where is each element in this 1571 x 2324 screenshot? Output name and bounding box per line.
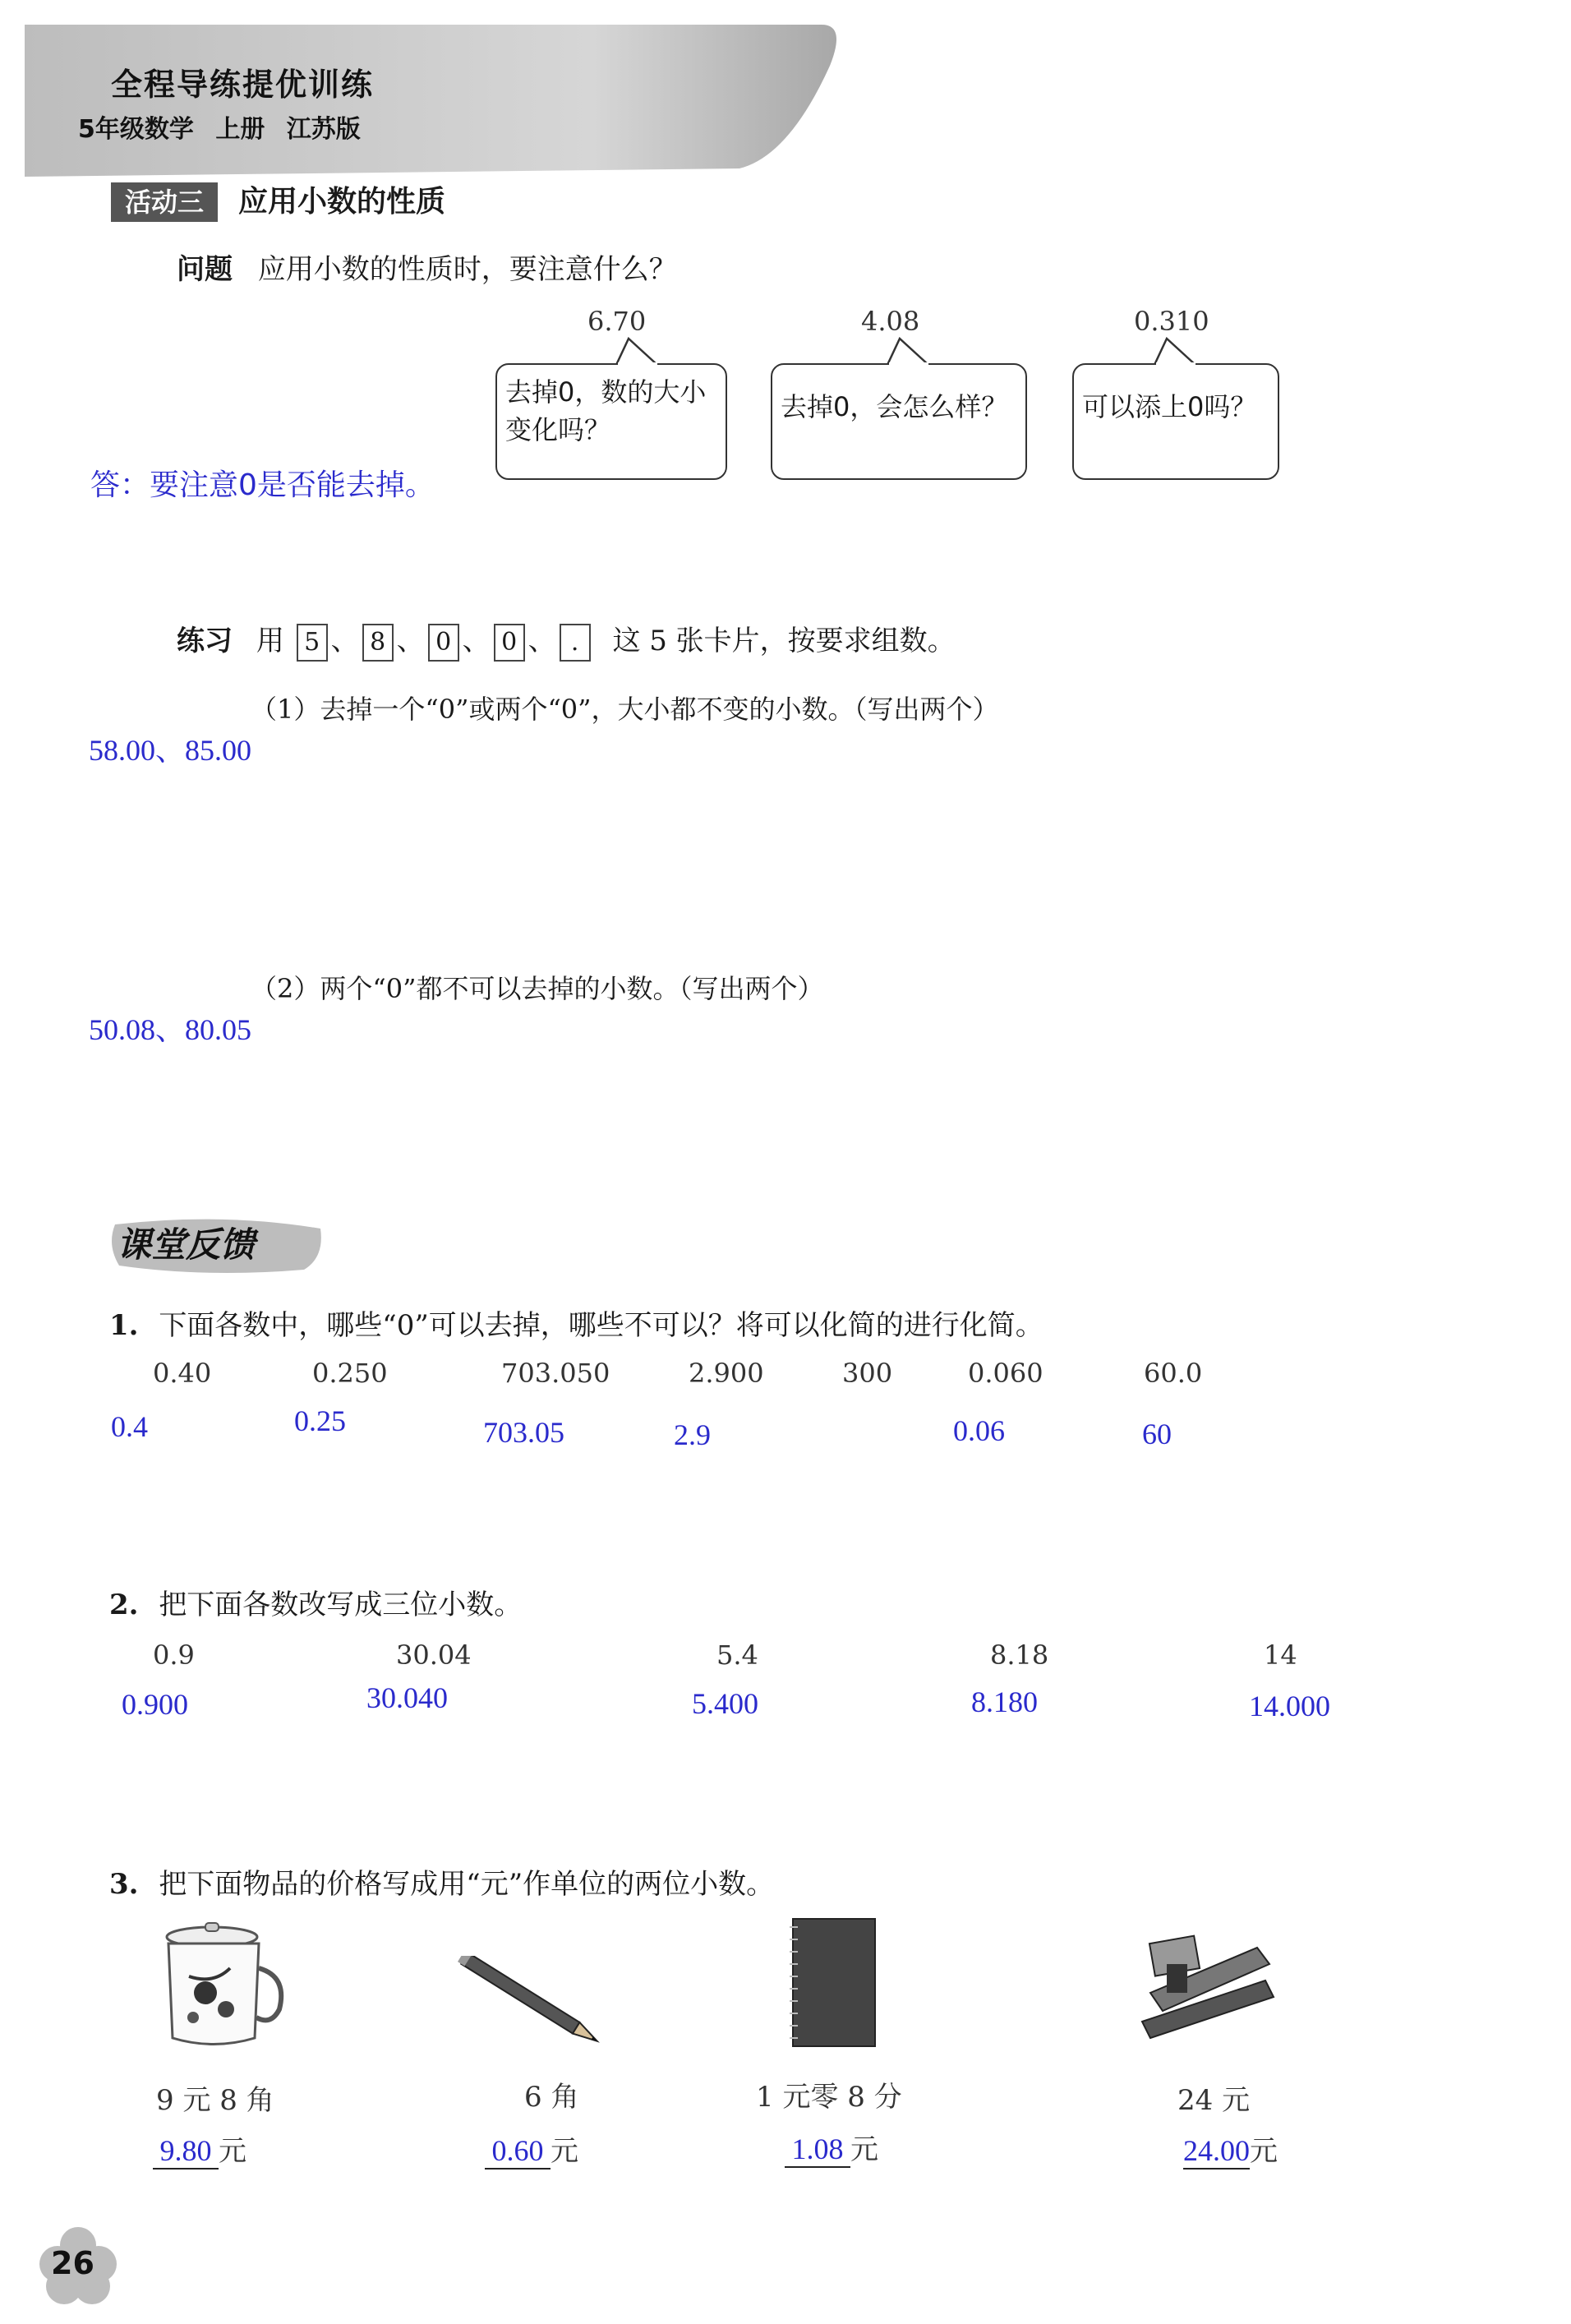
problem-2 — [109, 1582, 522, 1622]
digit-card: 8 — [362, 624, 394, 662]
unit: 元 — [219, 2135, 246, 2168]
speech-bubble — [495, 363, 727, 480]
problem-number: 3. — [109, 1868, 139, 1901]
item-price: 1 元零 8 分 — [756, 2081, 902, 2114]
answer: 5.400 — [692, 1687, 758, 1720]
answer: 703.05 — [483, 1416, 564, 1449]
digit-card: 5 — [297, 624, 328, 662]
answer: 0.900 — [122, 1688, 188, 1721]
unit: 元 — [1250, 2135, 1278, 2168]
pencil-icon — [448, 1956, 612, 2046]
digit-card: 0 — [494, 624, 525, 662]
price-answer — [785, 2127, 878, 2168]
digit-card: 0 — [428, 624, 459, 662]
problem-text: 下面各数中，哪些“0”可以去掉，哪些不可以？将可以化简的进行化简。 — [159, 1309, 1043, 1342]
answer: 14.000 — [1249, 1690, 1330, 1722]
value: 5.4 — [716, 1639, 758, 1671]
value: 2.900 — [689, 1358, 764, 1389]
question-label: 问题 — [177, 253, 233, 286]
notebook-icon — [785, 1915, 883, 2050]
item-price: 6 角 — [524, 2081, 579, 2114]
problem-number: 2. — [109, 1589, 139, 1621]
stapler-icon — [1134, 1919, 1282, 2050]
value: 0.060 — [968, 1358, 1043, 1389]
practice-q2: （2）两个“0”都不可以去掉的小数。（写出两个） — [251, 973, 824, 1004]
tail-join — [618, 362, 657, 367]
digit-card: . — [560, 624, 591, 662]
price-answer — [1183, 2128, 1278, 2170]
bubble-number: 0.310 — [1134, 306, 1209, 337]
item-price: 9 元 8 角 — [156, 2084, 274, 2117]
practice-a2: 50.08、80.05 — [89, 1013, 252, 1046]
unit: 元 — [551, 2135, 578, 2168]
answer: 2.9 — [674, 1418, 711, 1451]
bubble-number: 6.70 — [587, 306, 647, 337]
page-number: 26 — [51, 2245, 94, 2281]
tail-join — [889, 362, 928, 367]
problem-1 — [109, 1303, 1043, 1343]
answer: 60 — [1142, 1418, 1172, 1450]
answer: 0.4 — [111, 1410, 148, 1443]
answer: 0.25 — [294, 1404, 346, 1437]
value: 8.18 — [990, 1639, 1049, 1671]
value: 30.04 — [396, 1639, 472, 1671]
question-text: 应用小数的性质时，要注意什么？ — [257, 253, 677, 286]
value: 0.40 — [153, 1358, 212, 1389]
answer: 24.00 — [1183, 2133, 1250, 2170]
bubble-text: 变化吗？ — [505, 414, 611, 445]
practice-a1: 58.00、85.00 — [89, 734, 252, 767]
book-info: 5年级数学 上册 江苏版 — [78, 115, 361, 144]
practice-q1: （1）去掉一个“0”或两个“0”，大小都不变的小数。（写出两个） — [251, 694, 999, 725]
practice-prefix: 用 — [256, 625, 284, 657]
bubble-text: 去掉0，会怎么样？ — [781, 391, 1008, 422]
unit: 元 — [850, 2133, 878, 2166]
answer: 9.80 — [153, 2133, 219, 2170]
value: 300 — [842, 1358, 893, 1389]
answer: 0.06 — [953, 1414, 1005, 1447]
question-line — [177, 247, 677, 287]
feedback-title: 课堂反馈 — [117, 1224, 256, 1265]
speech-bubble — [1072, 363, 1279, 480]
value: 703.050 — [501, 1358, 610, 1389]
activity-label: 活动三 — [111, 182, 218, 222]
question-answer: 答：要注意0是否能去掉。 — [90, 468, 435, 502]
practice-label: 练习 — [177, 625, 233, 657]
practice-suffix: 这 5 张卡片，按要求组数。 — [612, 625, 956, 657]
answer: 30.040 — [366, 1681, 448, 1714]
problem-number: 1. — [109, 1309, 139, 1342]
bubble-text: 去掉0，数的大小 — [505, 376, 707, 408]
value: 0.9 — [153, 1639, 195, 1671]
bubble-number: 4.08 — [861, 306, 920, 337]
practice-line: 练习 用 5 、 8 、 0 、 0 、 . 这 5 张卡片，按要求组数。 — [177, 618, 956, 662]
series-title: 全程导练提优训练 — [111, 67, 375, 103]
bubble-text: 可以添上0吗？ — [1082, 391, 1257, 422]
activity-title: 应用小数的性质 — [238, 185, 446, 219]
value: 60.0 — [1144, 1358, 1203, 1389]
problem-text: 把下面各数改写成三位小数。 — [159, 1589, 523, 1621]
value: 14 — [1264, 1639, 1297, 1671]
answer: 0.60 — [485, 2133, 551, 2170]
value: 0.250 — [312, 1358, 388, 1389]
answer: 1.08 — [785, 2132, 850, 2168]
speech-bubble — [771, 363, 1027, 480]
problem-3 — [109, 1861, 774, 1902]
price-answer — [153, 2128, 246, 2170]
price-answer — [485, 2128, 578, 2170]
answer: 8.180 — [971, 1685, 1038, 1718]
item-price: 24 元 — [1177, 2084, 1251, 2117]
problem-text: 把下面物品的价格写成用“元”作单位的两位小数。 — [159, 1868, 775, 1901]
tail-join — [1156, 362, 1196, 367]
tea-cup-icon — [148, 1919, 288, 2054]
